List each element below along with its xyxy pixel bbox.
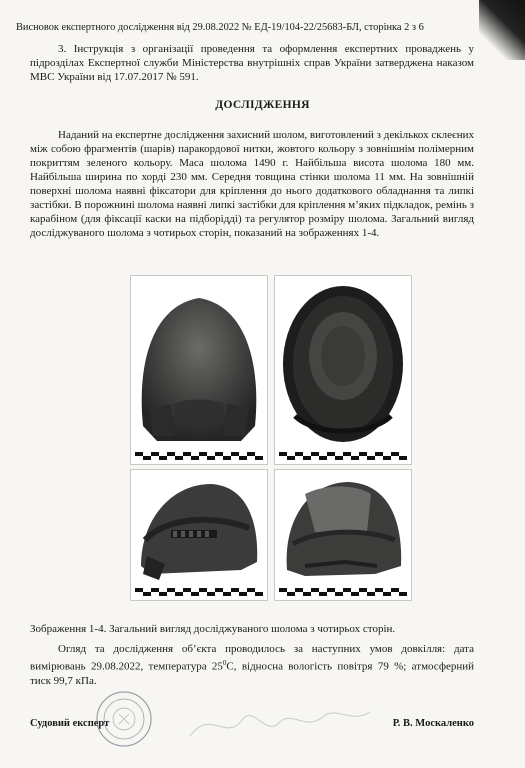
handwritten-signature [180,698,380,748]
helmet-photo-side-left [130,469,268,601]
degree-superscript: 0 [222,659,227,667]
intro-paragraph: 3. Інструкція з організації проведення та оформлення експертних проваджень у підрозділах Експертної служби Міністерства внутрішніх справ України затверджена наказом МВС України від 17.07.2017 № 591. [30,43,474,83]
expert-name: Р. В. Москаленко [392,718,474,729]
conditions-text-before: Огляд та дослідження об’єкта проводилось за наступних умов довкілля: дата вимірювань 29.08.2022, температура 25 [30,643,474,673]
figure-caption: Зображення 1-4. Загальний вигляд досліджуваного шолома з чотирьох сторін. [30,623,396,635]
helmet-photos [128,273,414,603]
helmet-photo-inside [274,275,412,465]
section-title: ДОСЛІДЖЕННЯ [215,99,310,111]
page-header: Висновок експертного дослідження від 29.08.2022 № ЕД-19/104-22/25683-БЛ, сторінка 2 з 6 [16,22,424,33]
conditions-paragraph [30,642,474,688]
expert-role: Судовий експерт [30,718,110,729]
scan-corner-shadow [479,0,525,60]
conditions-text-after: С, відносна вологість повітря 79 %; атмосферний тиск 99,7 кПа. [30,660,474,687]
research-paragraph: Наданий на експертне дослідження захисний шолом, виготовлений з декількох склеєних між собою фрагментів (шарів) паракордової нитки, жовтого кольору з зовнішнім полімерним покриттям зеленого кольору. Маса шолома 1490 г. Найбільша висота шолома 180 мм. Найбільша ширина по хорді 230 мм. Середня товщина стінки шолома 11 мм. На зовнішній поверхні шолома наявні фіксатори для кріплення до нього додаткового обладнання та липкі застібки. В порожнині шолома наявні липкі застібки для кріплення м’яких підкладок, ремінь з карабіном (для фіксації каски на підборідді) та регулятор розміру шолома. Загальний вигляд досліджуваного шолома з чотирьох сторін, показаний на зображеннях 1-4. [30,129,474,239]
helmet-photo-side-right [274,469,412,601]
helmet-photo-front [130,275,268,465]
